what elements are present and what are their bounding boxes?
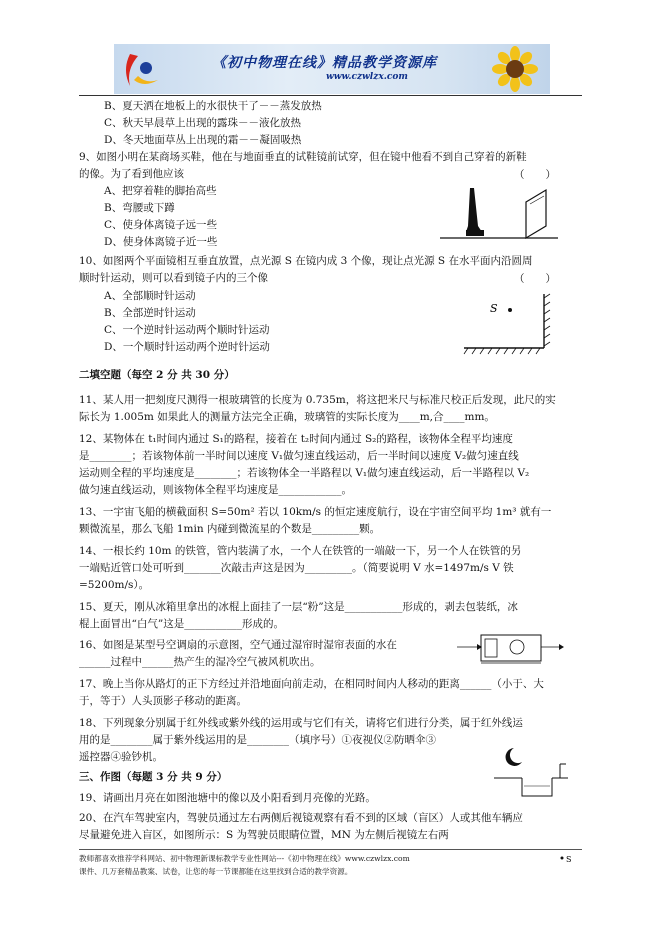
q12-line-1: 12、某物体在 t₁时间内通过 S₁的路程，接着在 t₂时间内通过 S₂的路程，该物体全程平均速度	[79, 433, 513, 445]
q12-line-3: 运动则全程的平均速度是________；若该物体全一半路程以 V₁做匀速直线运动，后一半路程以 V₂	[79, 467, 530, 479]
q10-option-a: A、全部顺时针运动	[104, 290, 196, 302]
q10-figure-label: S	[490, 302, 498, 315]
q20-figure-driver-eye	[556, 850, 586, 874]
q10-figure-mirrors	[460, 290, 560, 356]
q17-line-1: 17、晚上当你从路灯的正下方经过并沿地面向前走动，在相同时间内人移动的距离______（小于、大	[79, 678, 544, 690]
q10-option-c: C、一个逆时针运动两个顺时针运动	[104, 324, 270, 336]
q18-line-1: 18、下列现象分别属于红外线或紫外线的运用或与它们有关，请将它们进行分类，属于红外线运	[79, 717, 523, 729]
header-rule	[79, 95, 582, 96]
logo-icon	[120, 50, 164, 90]
q9-answer-paren: （ ）	[514, 169, 556, 181]
banner-url: www.czwlzx.com	[326, 72, 408, 82]
q13-line-2: 颗微流星，那么飞船 1min 内碰到微流星的个数是_________颗。	[79, 523, 381, 535]
q9-line-1: 9、如图小明在某商场买鞋，他在与地面垂直的试鞋镜前试穿，但在镜中他看不到自己穿着的新鞋	[79, 151, 527, 163]
q9-option-d: D、使身体离镜子近一些	[104, 236, 218, 248]
q17-line-2: 于，等于）人头顶影子移动的距离。	[79, 695, 247, 707]
q18-line-2: 用的是________属于紫外线运用的是________（填序号）①夜视仪②防晒伞③	[79, 734, 436, 746]
q20-line-1: 20、在汽车驾驶室内，驾驶员通过左右两侧后视镜观察有看不到的区域（盲区）人或其他车辆应	[79, 812, 523, 824]
q10-option-d: D、一个顺时针运动两个逆时针运动	[104, 341, 270, 353]
q8-option-c: C、秋天早晨草上出现的露珠－－液化放热	[104, 117, 302, 129]
section-3-heading: 三、作图（每题 3 分 共 9 分）	[79, 771, 228, 783]
q14-line-3: =5200m/s）。	[79, 579, 150, 591]
q12-line-2: 是________；若该物体前一半时间以速度 V₁做匀速直线运动，后一半时间以速度 V₂做匀速直线	[79, 450, 519, 462]
header-banner	[114, 44, 550, 94]
q14-line-2: 一端贴近管口处可听到_______次敲击声这是因为_________。（简要说明 V 水=1497m/s V 铁	[79, 562, 514, 574]
q11-line-2: 际长为 1.005m 如果此人的测量方法完全正确，玻璃管的实际长度为____m,合____mm。	[79, 411, 495, 423]
q10-answer-paren: （ ）	[514, 273, 556, 285]
q16-line-1: 16、如图是某型号空调扇的示意图，空气通过湿帘时湿帘表面的水在	[79, 639, 397, 651]
q19-text: 19、请画出月亮在如图池塘中的像以及小阳看到月亮像的光路。	[79, 792, 376, 804]
q15-line-2: 棍上面冒出“白气”这是___________形成的。	[79, 618, 284, 630]
q9-option-a: A、把穿着鞋的脚抬高些	[104, 185, 217, 197]
q16-line-2: ______过程中______热产生的湿冷空气被风机吹出。	[79, 656, 321, 668]
q10-line-2: 顺时针运动，则可以看到镜子内的三个像	[79, 272, 268, 284]
q9-line-2: 的像。为了看到他应该	[79, 168, 184, 180]
sunflower-icon	[490, 46, 540, 92]
q13-line-1: 13、一宇宙飞船的横截面积 S=50m² 若以 10km/s 的恒定速度航行，设在宇宙空间平均 1m³ 就有一	[79, 506, 552, 518]
footer-line-1: 教师都喜欢推荐学科网站、初中物理新课标教学专业性网站---《初中物理在线》www.czwlzx.com	[79, 854, 410, 863]
q18-line-3: 遥控器④验钞机。	[79, 751, 163, 763]
q20-line-2: 尽量避免进入盲区，如图所示：S 为驾驶员眼睛位置，MN 为左侧后视镜左右两	[79, 829, 449, 841]
footer-line-2: 课件、几万套精品教案、试卷，让您的每一节课都能在这里找到合适的教学资源。	[79, 867, 353, 876]
footer-rule	[79, 849, 582, 850]
q9-figure-shoe-mirror	[440, 182, 560, 244]
q8-option-b: B、夏天洒在地板上的水很快干了－－蒸发放热	[104, 100, 322, 112]
q16-figure-air-cooler	[455, 627, 565, 667]
q10-option-b: B、全部逆时针运动	[104, 307, 196, 319]
q9-option-b: B、弯腰或下蹲	[104, 202, 175, 214]
q9-option-c: C、使身体离镜子远一些	[104, 219, 218, 231]
q8-option-d: D、冬天地面草丛上出现的霜－－凝固吸热	[104, 134, 302, 146]
q15-line-1: 15、夏天，刚从冰箱里拿出的冰棍上面挂了一层“粉”这是___________形成的，剥去包装纸，冰	[79, 601, 518, 613]
q10-line-1: 10、如图两个平面镜相互垂直放置，点光源 S 在镜内成 3 个像，现让点光源 S 在水平面内沿圆周	[79, 255, 533, 267]
section-2-heading: 二填空题（每空 2 分 共 30 分）	[79, 369, 235, 381]
q19-figure-moon-pond	[494, 744, 570, 804]
banner-title: 《初中物理在线》精品教学资源库	[212, 55, 437, 71]
q14-line-1: 14、一根长约 10m 的铁管，管内装满了水，一个人在铁管的一端敲一下，另一个人在铁管的另	[79, 545, 522, 557]
q20-figure-label: S	[566, 855, 572, 864]
q11-line-1: 11、某人用一把刻度尺测得一根玻璃管的长度为 0.735m，将这把米尺与标准尺校正后发现，此尺的实	[79, 394, 556, 406]
q12-line-4: 做匀速直线运动，则该物体全程平均速度是____________。	[79, 484, 352, 496]
